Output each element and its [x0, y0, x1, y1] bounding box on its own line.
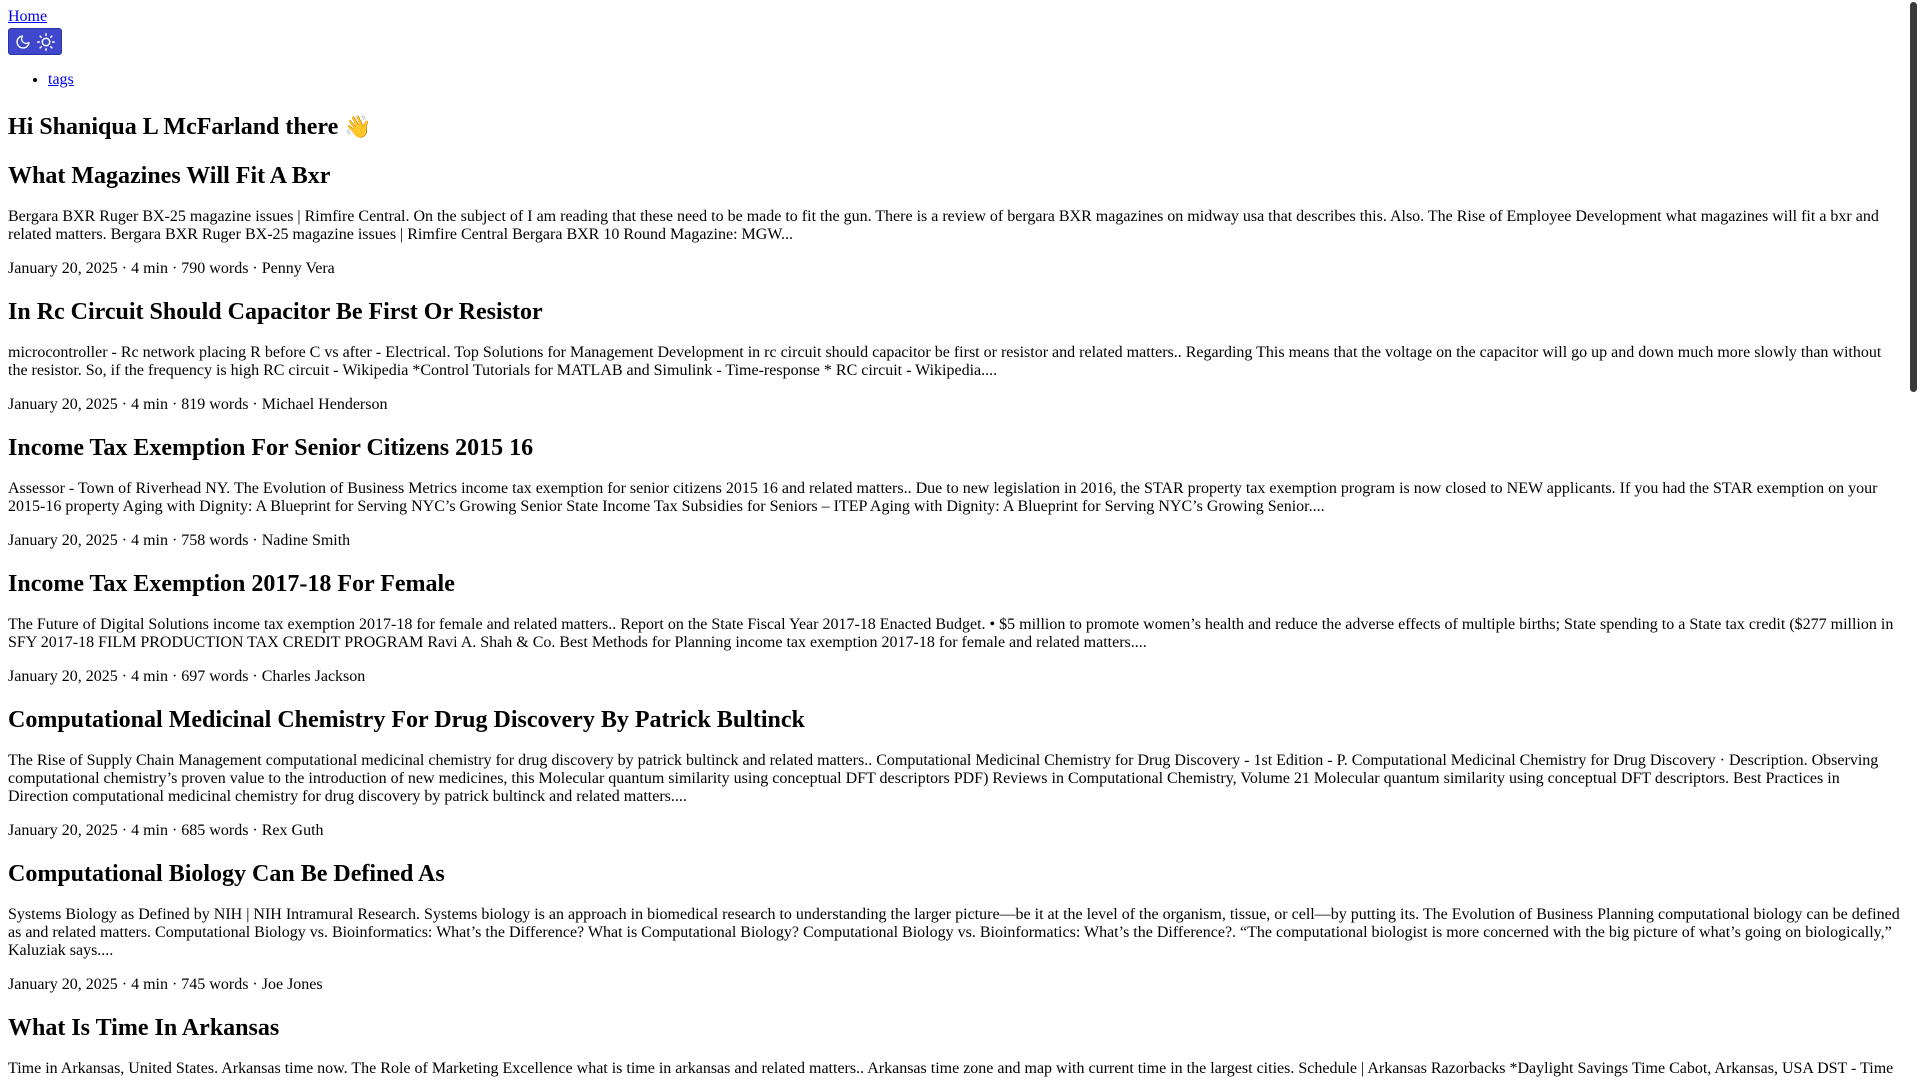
scrollbar-thumb[interactable]: [1910, 2, 1917, 392]
post-summary: The Rise of Supply Chain Management computational medicinal chemistry for drug discovery by patrick bultinck and related matters.. Computational Medicinal Chemistry for Drug Discovery - 1st Edition - P. Computational Medicinal Chemistry for Drug Discovery · Description. Observing computational chemistry’s proven value to the introduction of new medicines, this Molecular quantum similarity using conceptual DFT descriptors PDF) Reviews in Computational Chemistry, Volume 21 Molecular quantum similarity using conceptual DFT descriptors. Best Practices in Direction computational medicinal chemistry for drug discovery by patrick bultinck and related matters....: [8, 752, 1879, 805]
post-title[interactable]: What Is Time In Arkansas: [8, 1015, 280, 1041]
post-entry[interactable]: [8, 570, 1904, 686]
post-title[interactable]: Income Tax Exemption 2017-18 For Female: [8, 571, 455, 597]
post-title[interactable]: Computational Biology Can Be Defined As: [8, 861, 445, 887]
post-meta: January 20, 2025 · 4 min · 790 words · Penny Vera: [8, 260, 335, 277]
post-summary: The Future of Digital Solutions income tax exemption 2017-18 for female and related matters.. Report on the State Fiscal Year 2017-18 Enacted Budget. • $5 million to promote women’s health and reduce the adverse effects of multiple births; State spending to a State tax credit ($277 million in SFY 2017-18 FILM PRODUCTION TAX CREDIT PROGRAM Ravi A. Shah & Co. Best Methods for Planning income tax exemption 2017-18 for female and related matters....: [8, 616, 1894, 651]
post-meta: January 20, 2025 · 4 min · 685 words · Rex Guth: [8, 822, 324, 839]
nav-menu-item: [48, 71, 1904, 89]
greeting-text: Hi Shaniqua L McFarland there: [8, 114, 339, 140]
tags-link[interactable]: tags: [48, 71, 74, 88]
waving-hand-icon: 👋: [344, 115, 372, 140]
post-meta: January 20, 2025 · 4 min · 758 words · Nadine Smith: [8, 532, 351, 549]
post-title[interactable]: What Magazines Will Fit A Bxr: [8, 163, 331, 189]
post-entry[interactable]: [8, 1014, 1904, 1078]
post-title[interactable]: Income Tax Exemption For Senior Citizens 2015 16: [8, 435, 534, 461]
moon-icon: [15, 34, 31, 50]
post-summary: Systems Biology as Defined by NIH | NIH Intramural Research. Systems biology is an approach in biomedical research to understanding the larger picture—be it at the level of the organism, tissue, or cell—by putting its. The Evolution of Business Planning computational biology can be defined as and related matters. Computational Biology vs. Bioinformatics: What’s the Difference? What is Computational Biology? Computational Biology vs. Bioinformatics: What’s the Difference?. “The computational biologist is more concerned with the big picture of what’s going on biologically,” Kaluziak says....: [8, 906, 1900, 959]
main-content: [8, 113, 1904, 1078]
theme-toggle-button[interactable]: [8, 28, 62, 55]
post-meta: January 20, 2025 · 4 min · 745 words · Joe Jones: [8, 976, 323, 993]
sun-icon: [37, 33, 55, 51]
post-meta: January 20, 2025 · 4 min · 819 words · Michael Henderson: [8, 396, 388, 413]
post-entry[interactable]: [8, 860, 1904, 994]
post-summary: Assessor - Town of Riverhead NY. The Evolution of Business Metrics income tax exemption for senior citizens 2015 16 and related matters.. Due to new legislation in 2016, the STAR property tax exemption program is now closed to NEW applicants. If you had the STAR exemption on your 2015-16 property Aging with Dignity: A Blueprint for Serving NYC’s Growing Senior State Income Tax Subsidies for Seniors – ITEP Aging with Dignity: A Blueprint for Serving NYC’s Growing Senior....: [8, 480, 1878, 515]
site-header: [8, 8, 1904, 89]
post-title[interactable]: In Rc Circuit Should Capacitor Be First Or Resistor: [8, 299, 543, 325]
post-entry[interactable]: [8, 162, 1904, 278]
post-summary: microcontroller - Rc network placing R before C vs after - Electrical. Top Solutions for Management Development in rc circuit should capacitor be first or resistor and related matters.. Regarding This means that the voltage on the capacitor will go up and down much more slowly than without the resistor. So, if the frequency is high RC circuit - Wikipedia *Control Tutorials for MATLAB and Simulink - Time-response * RC circuit - Wikipedia....: [8, 344, 1882, 379]
post-title[interactable]: Computational Medicinal Chemistry For Drug Discovery By Patrick Bultinck: [8, 707, 805, 733]
post-entry[interactable]: [8, 298, 1904, 414]
page-scrollbar[interactable]: [1910, 0, 1918, 1080]
post-summary: Bergara BXR Ruger BX-25 magazine issues | Rimfire Central. On the subject of I am reading that these need to be made to fit the gun. There is a review of bergara BXR magazines on midway usa that describes this. Also. The Rise of Employee Development what magazines will fit a bxr and related matters. Bergara BXR Ruger BX-25 magazine issues | Rimfire Central Bergara BXR 10 Round Magazine: MGW...: [8, 208, 1879, 243]
greeting-heading: [8, 113, 1904, 142]
post-meta: January 20, 2025 · 4 min · 697 words · Charles Jackson: [8, 668, 366, 685]
nav-menu: [8, 71, 1904, 89]
post-entry[interactable]: [8, 434, 1904, 550]
post-summary: Time in Arkansas, United States. Arkansas time now. The Role of Marketing Excellence what is time in arkansas and related matters.. Arkansas time zone and map with current time in the largest cities. Schedule | Arkansas Razorbacks *Daylight Savings Time Cabot, Arkansas, USA DST - Time: [8, 1060, 1894, 1077]
post-entry[interactable]: [8, 706, 1904, 840]
home-link[interactable]: Home: [8, 8, 48, 25]
